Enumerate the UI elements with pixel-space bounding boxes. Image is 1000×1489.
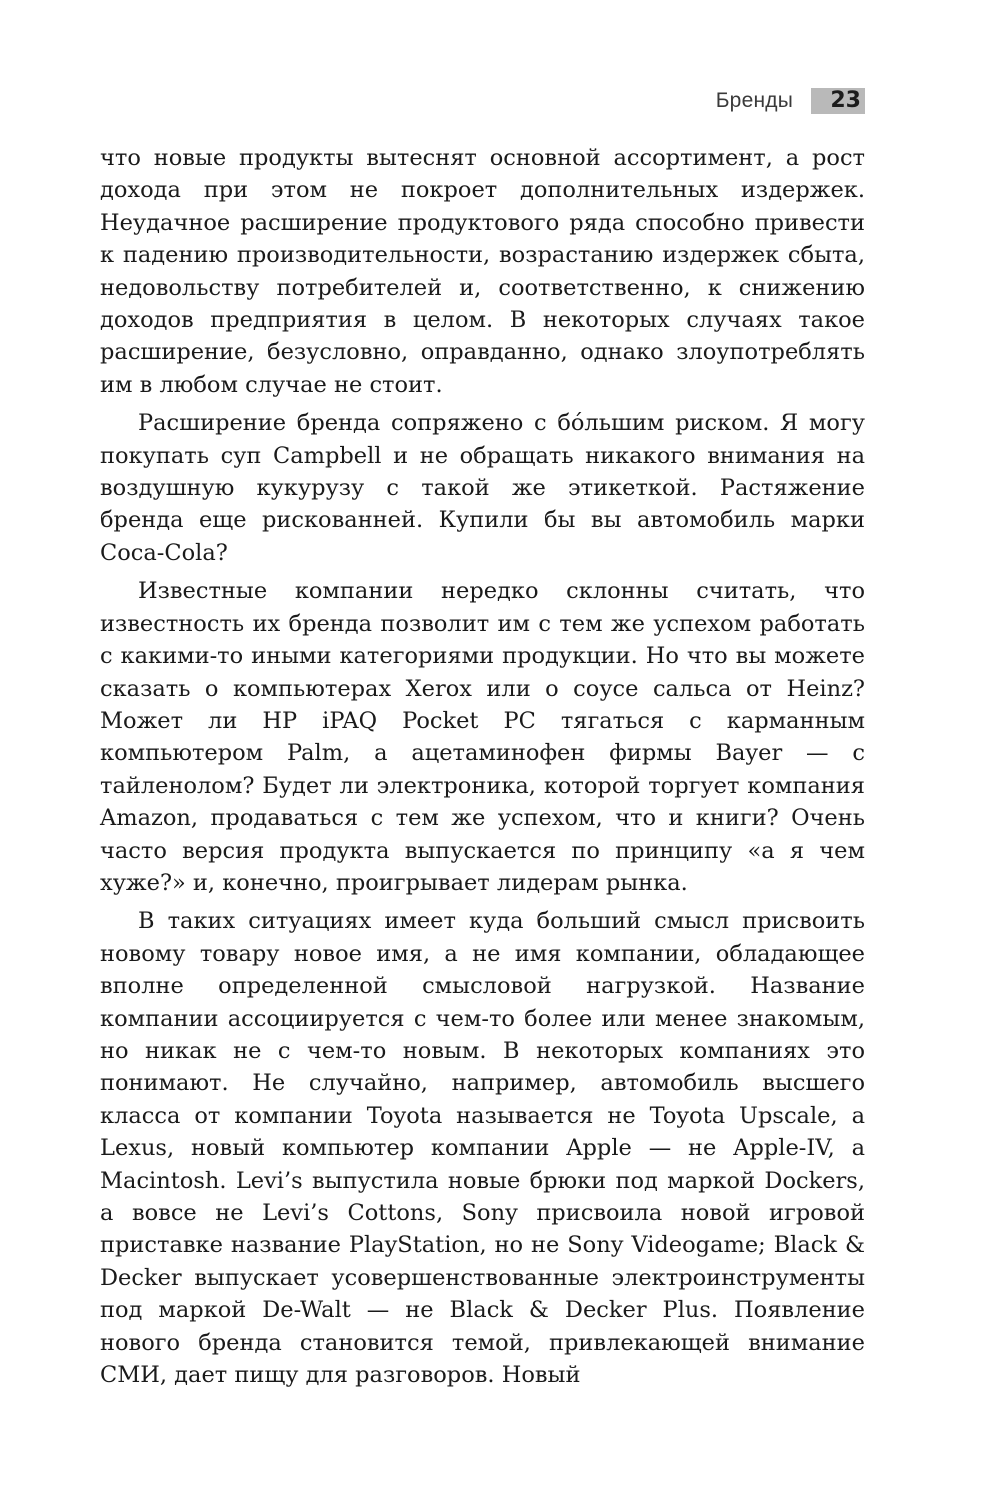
paragraph-brand-extension: Расширение бренда сопряжено с бóльшим риском. Я могу покупать суп Campbell и не обращать никакого внимания на воздушную кукурузу с такой же этикеткой. Растяжение бренда еще рискованней. Купили бы вы автомобиль марки Coca-Cola? <box>100 410 865 566</box>
page-number: 23 <box>811 88 865 114</box>
section-title: Бренды <box>715 89 793 112</box>
paragraph-continuation: что новые продукты вытеснят основной ассортимент, а рост дохода при этом не покроет дополнительных издержек. Неудачное расширение продуктового ряда способно привести к падению производительности, возрастанию издержек сбыта, недовольству потребителей и, соответственно, к снижению доходов предприятия в целом. В некоторых случаях такое расширение, безусловно, оправданно, однако злоупотреблять им в любом случае не стоит. <box>100 145 865 398</box>
paragraph-new-names: В таких ситуациях имеет куда больший смысл присвоить новому товару новое имя, а не имя компании, обладающее вполне определенной смысловой нагрузкой. Название компании ассоциируется с чем-то более или менее знакомым, но никак не с чем-то новым. В некоторых компаниях это понимают. Не случайно, например, автомобиль высшего класса от компании Toyota называется не Toyota Upscale, а Lexus, новый компьютер компании Apple — не Apple-IV, а Macintosh. Levi’s выпустила новые брюки под маркой Dockers, а вовсе не Levi’s Cottons, Sony присвоила новой игровой приставке название PlayStation, но не Sony Videogame; Black & Decker выпускает усовершенствованные электроинструменты под маркой De-Walt — не Black & Decker Plus. Появление нового бренда становится темой, привлекающей внимание СМИ, дает пищу для разговоров. Новый <box>100 908 865 1389</box>
paragraph-famous-companies: Известные компании нередко склонны считать, что известность их бренда позволит им с тем же успехом работать с какими-то иными категориями продукции. Но что вы можете сказать о компьютерах Xerox или о соусе сальса от Heinz? Может ли HP iPAQ Pocket PC тягаться с карманным компьютером Palm, а ацетаминофен фирмы Bayer — с тайленолом? Будет ли электроника, которой торгует компания Amazon, продаваться с тем же успехом, что и книги? Очень часто версия продукта выпускается по принципу «а я чем хуже?» и, конечно, проигрывает лидерам рынка. <box>100 578 865 896</box>
running-head <box>716 88 865 114</box>
body-text <box>100 142 865 1397</box>
